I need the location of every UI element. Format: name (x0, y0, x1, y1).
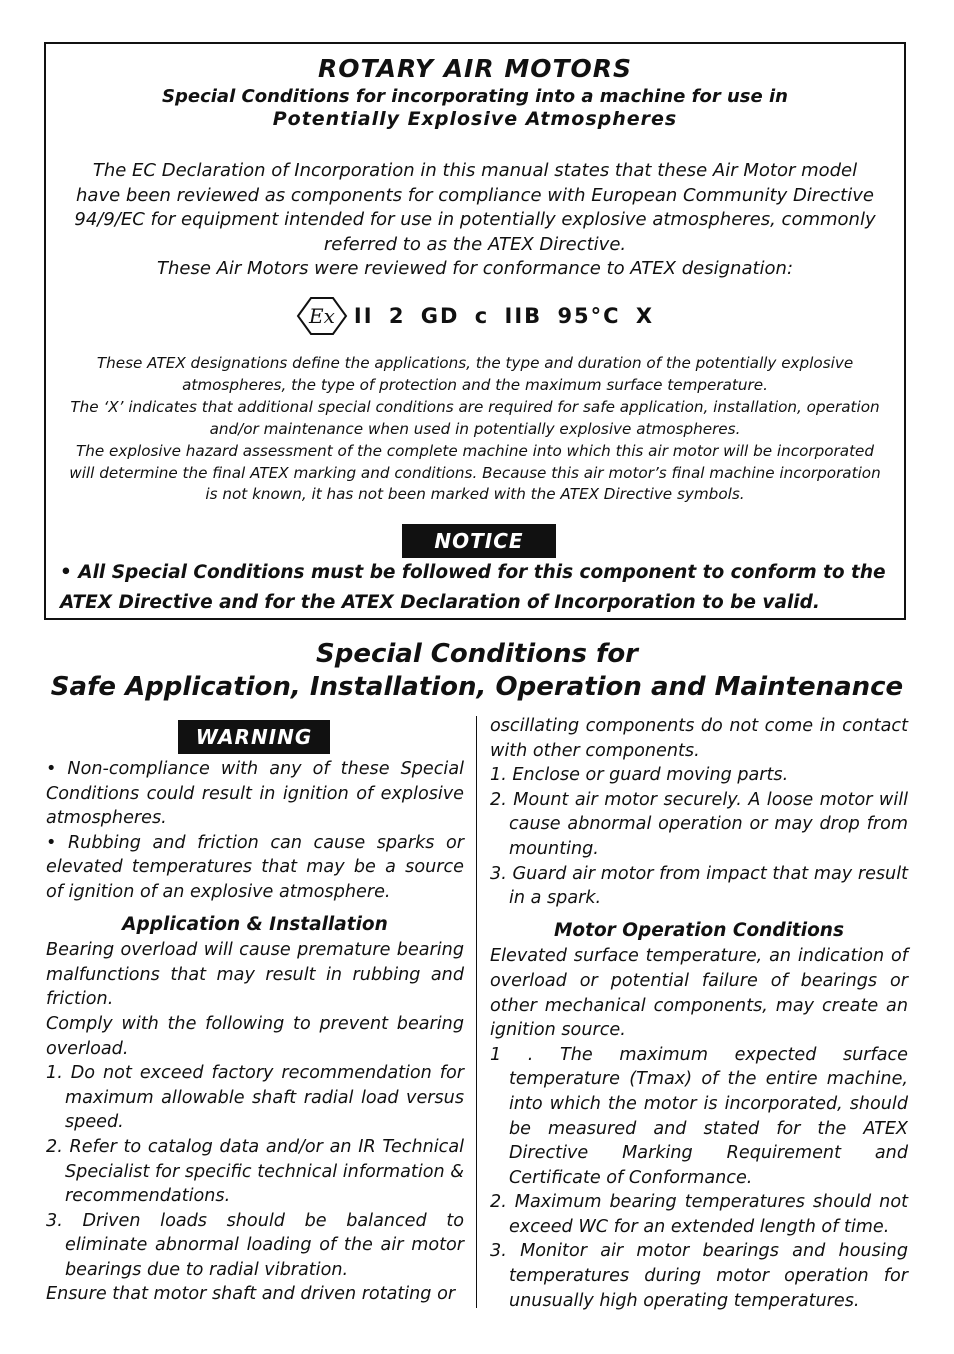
warning-bullet-1: • Non-compliance with any of these Special Conditions could result in ignition of explosive atmospheres. (46, 759, 464, 829)
main-title-line-2: Safe Application, Installation, Operation and Maintenance (50, 672, 904, 702)
guarding-list (490, 763, 908, 911)
list-item: 3. Guard air motor from impact that may result in a spark. (490, 863, 908, 909)
warning-bullet-2: • Rubbing and friction can cause sparks or elevated temperatures that may be a source of ignition of an explosive atmosphere. (46, 832, 464, 902)
comply-paragraph: Comply with the following to prevent bearing overload. (46, 1013, 464, 1059)
list-item: 1. Do not exceed factory recommendation for maximum allowable shaft radial load versus speed. (46, 1063, 464, 1133)
continued-text: oscillating components do not come in contact with other components. (490, 716, 908, 761)
intro-line: These Air Motors were reviewed for conformance to ATEX designation: (156, 258, 794, 280)
closing-text: Ensure that motor shaft and driven rotating or (46, 1284, 456, 1305)
list-item: 1. Enclose or guard moving parts. (490, 765, 789, 786)
main-title (0, 638, 954, 704)
left-column (46, 714, 464, 1307)
notice-label: NOTICE (402, 524, 556, 558)
list-item: 1 . The maximum expected surface temperature (Tmax) of the entire machine, into which the motor is incorporated, should be measured and stated for the ATEX Directive Marking Requirement and Certificate of Conformance. (490, 1044, 908, 1188)
list-item: 3. Monitor air motor bearings and housing temperatures during motor operation for unusually high operating temperatures. (490, 1241, 908, 1311)
main-title-line-1: Special Conditions for (315, 639, 639, 669)
atex-designation-line (46, 296, 904, 336)
ex-hexagon-icon (296, 296, 348, 336)
list-item: 3. Driven loads should be balanced to eliminate abnormal loading of the air motor bearings due to radial vibration. (46, 1210, 464, 1280)
intro-paragraph: The EC Declaration of Incorporation in this manual states that these Air Motor model have been reviewed as components for compliance with European Community Directive 94/9/EC for equipment intended for use in potentially explosive atmospheres, commonly referred to as the ATEX Directive. (74, 160, 876, 255)
box-subtitle-line-1: Special Conditions for incorporating into a machine for use in (162, 86, 788, 107)
box-title: ROTARY AIR MOTORS (317, 54, 633, 83)
list-item: 2. Refer to catalog data and/or an IR Technical Specialist for specific technical information & recommendations. (46, 1136, 464, 1207)
designation-note-2: The ‘X’ indicates that additional special conditions are required for safe application, installation, operation and/or maintenance when used in potentially explosive atmospheres. (70, 397, 880, 438)
bearing-overload-paragraph: Bearing overload will cause premature bearing malfunctions that may result in rubbing and friction. (46, 940, 464, 1010)
application-installation-heading: Application & Installation (122, 913, 388, 935)
list-item: 2. Mount air motor securely. A loose motor will cause abnormal operation or may drop from mounting. (490, 789, 908, 859)
intro-text (70, 159, 880, 282)
atex-special-conditions-box (44, 42, 906, 620)
column-divider (476, 716, 477, 1308)
warning-label: WARNING (178, 720, 330, 754)
operation-list (490, 1043, 908, 1314)
designation-note-3: The explosive hazard assessment of the complete machine into which this air motor will be incorporated will determine the final ATEX marking and conditions. Because this air motor’s final machine incorporation is not known, it has not been marked with the ATEX Directive symbols. (69, 441, 881, 504)
designation-note-1: These ATEX designations define the applications, the type and duration of the potentially explosive atmospheres, the type of protection and the maximum surface temperature. (96, 354, 854, 394)
designation-notes (64, 353, 886, 506)
motor-operation-heading: Motor Operation Conditions (554, 919, 844, 941)
surface-temperature-paragraph: Elevated surface temperature, an indication of overload or potential failure of bearings or other mechanical components, may create an ignition source. (490, 946, 908, 1041)
installation-list (46, 1061, 464, 1282)
box-subtitle-line-2: Potentially Explosive Atmospheres (272, 108, 678, 130)
notice-text: • All Special Conditions must be followed for this component to conform to the ATEX Directive and for the ATEX Declaration of Incorporation to be valid. (60, 562, 886, 613)
right-column (490, 714, 908, 1313)
atex-designation: II 2 GD c IIB 95°C X (353, 304, 655, 328)
list-item: 2. Maximum bearing temperatures should not exceed WC for an extended length of time. (490, 1192, 908, 1237)
ex-symbol-text: Ex (308, 304, 335, 328)
